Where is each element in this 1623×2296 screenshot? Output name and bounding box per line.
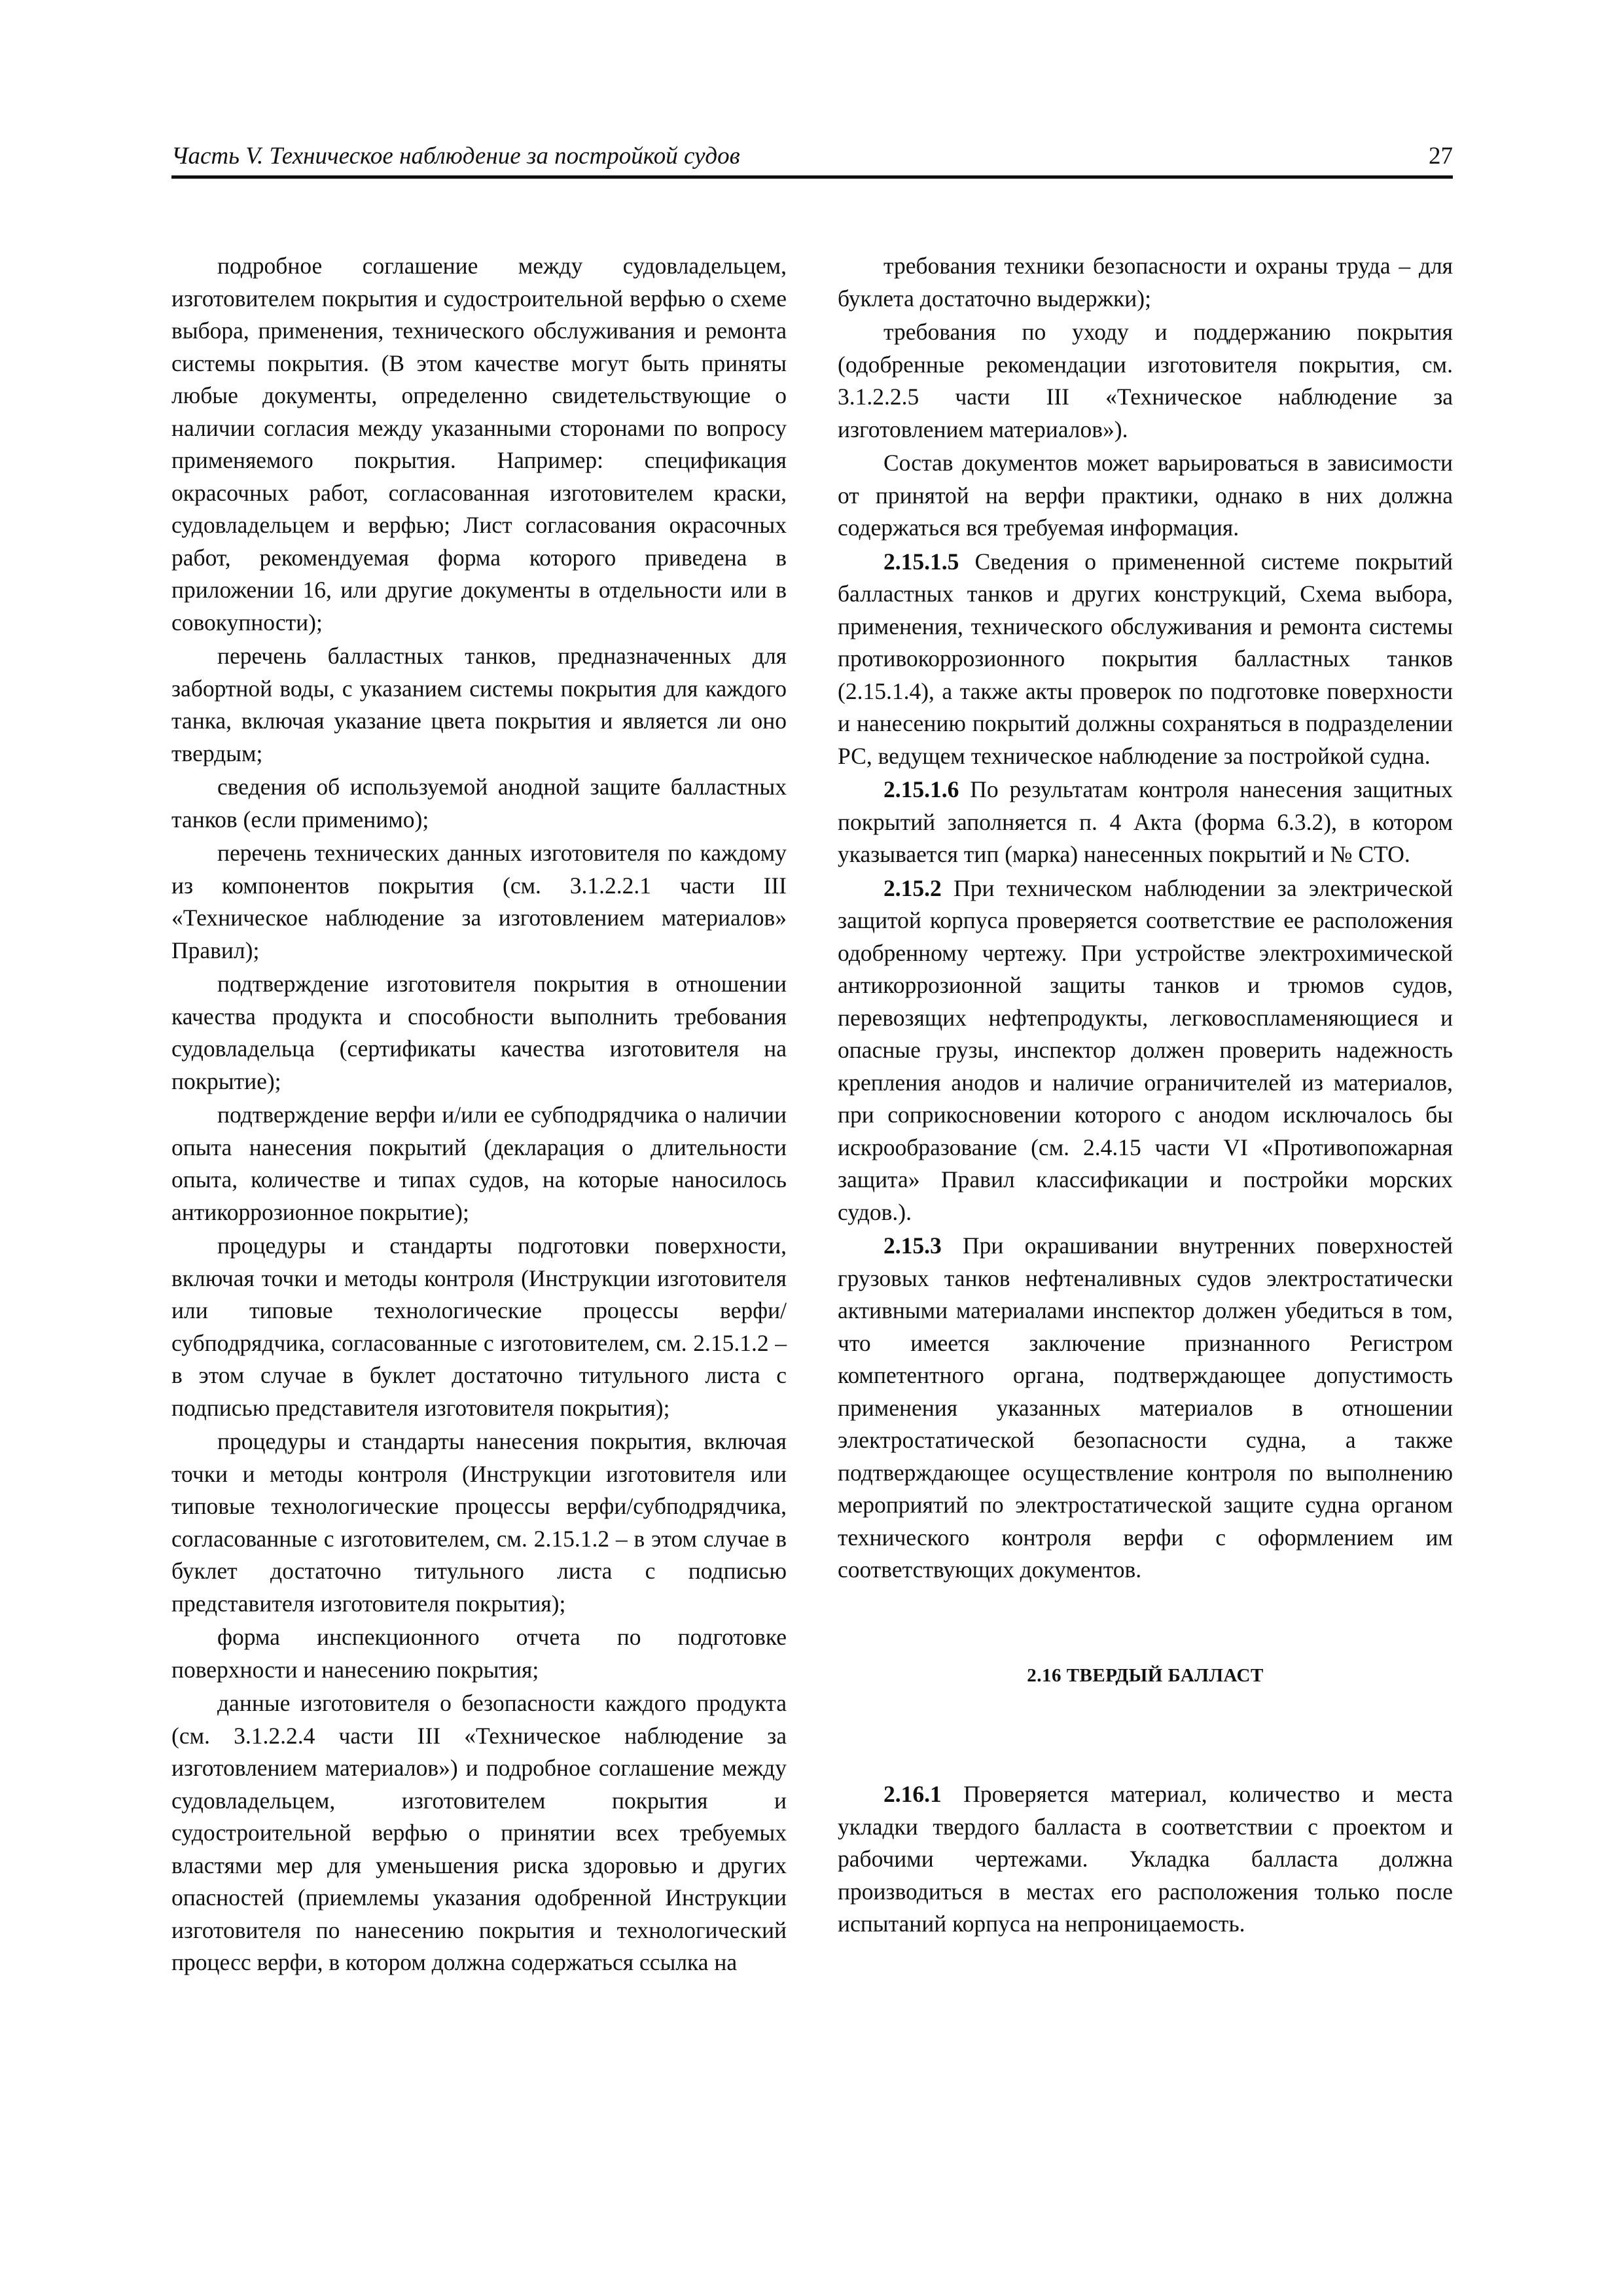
paragraph: требования по уходу и поддержанию покрытия (одобренные рекомендации изготовителя покрытия, см. 3.1.2.2.5 части III «Техническое наблюдение за изготовлением материалов»). [838,319,1453,442]
paragraph: перечень балластных танков, предназначенных для забортной воды, с указанием системы покрытия для каждого танка, включая указание цвета покрытия и является ли оно твердым; [171,643,787,766]
left-column [171,250,787,1979]
paragraph: форма инспекционного отчета по подготовке поверхности и нанесению покрытия; [171,1624,787,1683]
paragraph: подтверждение верфи и/или ее субподрядчика о наличии опыта нанесения покрытий (декларация о длительности опыта, количестве и типах судов, на которые наносилось антикоррозионное покрытие); [171,1102,787,1225]
clause-text: По результатам контроля нанесения защитных покрытий заполняется п. 4 Акта (форма 6.3.2), в котором указывается тип (марка) нанесенных покрытий и № СТО. [838,776,1453,867]
clause-2-16-1 [838,1778,1453,1941]
clause-number: 2.15.1.5 [883,548,959,575]
paragraph: подтверждение изготовителя покрытия в отношении качества продукта и способности выполнить требования судовладельца (сертификаты качества изготовителя на покрытие); [171,971,787,1094]
clause-2-15-2 [838,872,1453,1229]
paragraph: данные изготовителя о безопасности каждого продукта (см. 3.1.2.2.4 части III «Техническое наблюдение за изготовлением материалов») и подробное соглашение между судовладельцем, изготовителем покрытия и судостроительной верфью о принятии всех требуемых властями мер для уменьшения риска здоровью и других опасностей (приемлемы указания одобренной Инструкции изготовителя по нанесению покрытия и технологический процесс верфи, в котором должна содержаться ссылка на [171,1690,787,1975]
paragraph: перечень технических данных изготовителя по каждому из компонентов покрытия (см. 3.1.2.2.1 части III «Техническое наблюдение за изготовлением материалов» Правил); [171,840,787,963]
header-rule [171,175,1453,179]
clause-text: При техническом наблюдении за электрической защитой корпуса проверяется соответствие ее расположения одобренному чертежу. При устройстве электрохимической антикоррозионной защиты танков и трюмов судов, перевозящих нефтепродукты, легковоспламеняющиеся и опасные грузы, инспектор должен проверить надежность крепления анодов и наличие ограничителей из материалов, при соприкосновении которого с анодом исключалось бы искрообразование (см. 2.4.15 части VI «Противопожарная защита» Правил классификации и постройки морских судов.). [838,874,1453,1225]
running-title: Часть V. Техническое наблюдение за постройкой судов [171,143,740,170]
clause-text: Сведения о примененной системе покрытий балластных танков и других конструкций, Схема выбора, применения, технического обслуживания и ремонта системы противокоррозионного покрытия балластных танков (2.15.1.4), а также акты проверок по подготовке поверхности и нанесению покрытий должны сохраняться в подразделении РС, ведущем техническое наблюдение за постройкой судна. [838,548,1453,769]
clause-2-15-1-5 [838,546,1453,773]
paragraph: требования техники безопасности и охраны труда – для буклета достаточно выдержки); [838,253,1453,312]
clause-2-15-3 [838,1230,1453,1587]
paragraph: Состав документов может варьироваться в зависимости от принятой на верфи практики, однако в них должна содержаться вся требуемая информация. [838,450,1453,541]
clause-number: 2.15.3 [883,1232,942,1259]
paragraph: процедуры и стандарты подготовки поверхности, включая точки и методы контроля (Инструкции изготовителя или типовые технологические процессы верфи/субподрядчика, согласованные с изготовителем, см. 2.15.1.2 – в этом случае в буклет достаточно титульного листа с подписью представителя изготовителя покрытия); [171,1232,787,1421]
right-column [838,250,1453,1941]
page-header [171,139,1453,175]
clause-text: При окрашивании внутренних поверхностей грузовых танков нефтеналивных судов электростатически активными материалами инспектор должен убедиться в том, что имеется заключение признанного Регистром компетентного органа, подтверждающее допустимость применения указанных материалов в отношении электростатической безопасности судна, а также подтверждающее осуществление контроля по выполнению мероприятий по электростатической защите судна органом технического контроля верфи с оформлением им соответствующих документов. [838,1232,1453,1583]
paragraph: процедуры и стандарты нанесения покрытия, включая точки и методы контроля (Инструкции изготовителя или типовые технологические процессы верфи/субподрядчика, согласованные с изготовителем, см. 2.15.1.2 – в этом случае в буклет достаточно титульного листа с подписью представителя изготовителя покрытия); [171,1428,787,1617]
clause-2-15-1-6 [838,774,1453,871]
clause-text: Проверяется материал, количество и места укладки твердого балласта в соответствии с проектом и рабочими чертежами. Укладка балласта должна производиться в местах его расположения только после испытаний корпуса на непроницаемость. [838,1781,1453,1937]
paragraph: сведения об используемой анодной защите балластных танков (если применимо); [171,774,787,833]
page-number: 27 [1429,143,1453,170]
clause-number: 2.15.2 [883,874,942,901]
clause-number: 2.16.1 [883,1781,942,1807]
section-heading: 2.16 ТВЕРДЫЙ БАЛЛАСТ [1027,1664,1264,1686]
clause-number: 2.15.1.6 [883,776,959,802]
paragraph: подробное соглашение между судовладельцем, изготовителем покрытия и судостроительной верфью о схеме выбора, применения, технического обслуживания и ремонта системы покрытия. (В этом качестве могут быть приняты любые документы, определенно свидетельствующие о наличии согласия между указанными сторонами по вопросу применяемого покрытия. Например: спецификация окрасочных работ, согласованная изготовителем краски, судовладельцем и верфью; Лист согласования окрасочных работ, рекомендуемая форма которого приведена в приложении 16, или другие документы в отдельности или в совокупности); [171,253,787,636]
